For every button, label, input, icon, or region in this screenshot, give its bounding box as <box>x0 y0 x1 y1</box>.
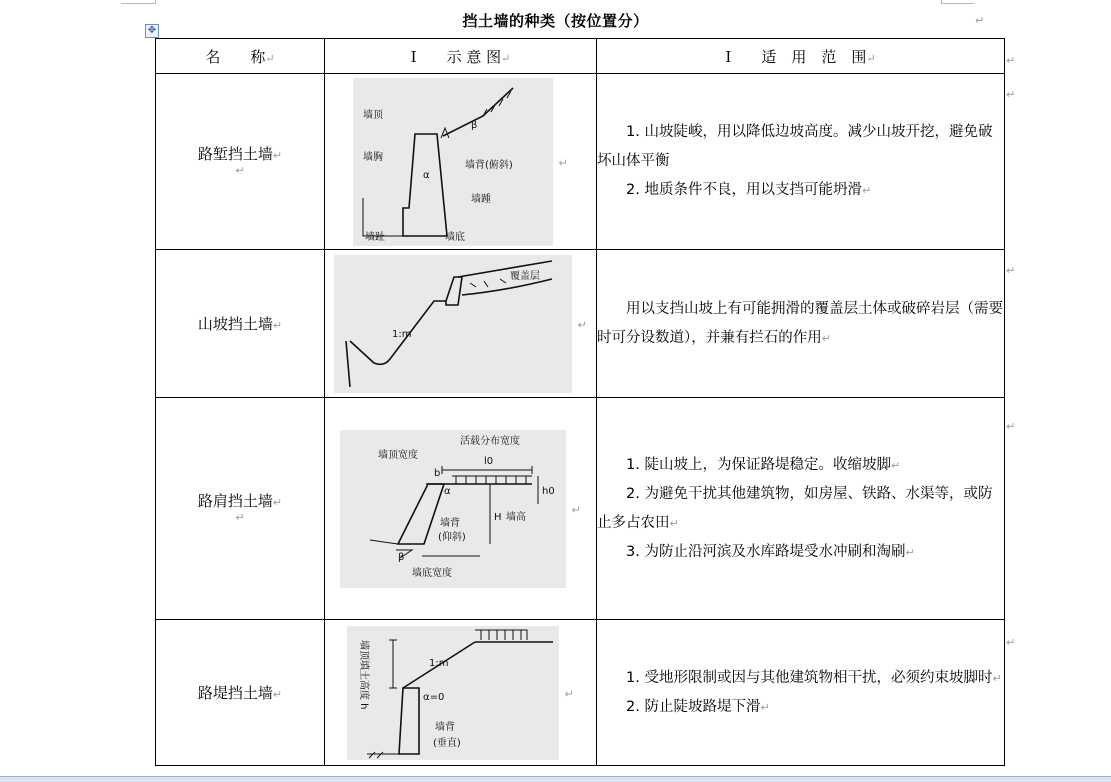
label-beta: β <box>471 119 478 131</box>
label-wall-back: 墙背 <box>440 517 461 529</box>
row-end-mark: ↵ <box>1006 264 1016 277</box>
table-row <box>156 74 1005 250</box>
label-alpha: α <box>444 485 451 497</box>
label-wall-back: 墙背 <box>435 721 456 733</box>
scope-item: 1. 受地形限制或因与其他建筑物相干扰，必须约束坡脚时 <box>626 669 993 686</box>
label-fill-height: 墙顶填土高度 h <box>358 639 370 710</box>
scope-item: 2. 为避免干扰其他建筑物，如房屋、铁路、水渠等，或防止多占农田 <box>597 485 993 531</box>
scope-cell[interactable]: 用以支挡山坡上有可能拥滑的覆盖层土体或破碎岩层（需要时可分设数道），并兼有拦石的作用↵ <box>597 250 1005 398</box>
row-name-cell[interactable]: 山坡挡土墙↵ <box>156 250 325 398</box>
diagram-cell[interactable]: 墙顶 墙胸 墙背(俯斜) 墙踵 墙趾 墙底 β α ↵ <box>325 74 597 250</box>
scope-item: 1. 山坡陡峻，用以降低边坡高度。减少山坡开挖，避免破坏山体平衡 <box>597 124 993 169</box>
row-end-mark: ↵ <box>1006 54 1016 67</box>
label-H: H <box>494 511 502 523</box>
paragraph-mark: ↵ <box>975 14 985 27</box>
scope-cell[interactable]: 1. 陡山坡上，为保证路堤稳定。收缩坡脚↵ 2. 为避免干扰其他建筑物，如房屋、铁路、水渠等，或防止多占农田↵ 3. 为防止沿河滨及水库路堤受水冲刷和淘刷↵ <box>597 398 1005 620</box>
scope-item: 2. 地质条件不良，用以支挡可能坍滑 <box>626 182 862 198</box>
label-alpha: α <box>423 169 430 181</box>
header-name[interactable]: 名 称↵ <box>156 39 325 74</box>
hillside-wall-diagram <box>334 255 572 393</box>
label-vertical: (垂直) <box>433 737 462 749</box>
label-slope-ratio: 1:m <box>429 657 449 669</box>
table-title: 挡土墙的种类（按位置分） <box>462 12 649 30</box>
row-name: 路堤挡土墙 <box>197 684 273 702</box>
table-row <box>156 250 1005 398</box>
scope-item: 1. 陡山坡上，为保证路堤稳定。收缩坡脚 <box>626 456 891 473</box>
label-b: b <box>434 467 441 479</box>
row-end-mark: ↵ <box>1006 420 1016 433</box>
diagram-cell[interactable]: 活载分布宽度 墙顶宽度 b l0 h0 H 墙高 墙背 (仰斜) 墙底宽度 β α ↵ <box>325 398 597 620</box>
label-wall-heel: 墙踵 <box>471 193 492 205</box>
label-l0: l0 <box>484 455 494 467</box>
label-wall-height: 墙高 <box>506 511 527 523</box>
label-h0: h0 <box>542 485 556 497</box>
label-base-width: 墙底宽度 <box>412 567 453 579</box>
row-end-mark: ↵ <box>1006 636 1016 649</box>
label-inclined: (仰斜) <box>438 531 467 543</box>
label-top-width: 墙顶宽度 <box>378 449 419 461</box>
scope-cell[interactable]: 1. 受地形限制或因与其他建筑物相干扰，必须约束坡脚时↵ 2. 防止陡坡路堤下滑↵ <box>597 620 1005 766</box>
label-wall-back: 墙背(俯斜) <box>465 159 514 171</box>
label-cover-layer: 覆盖层 <box>510 270 541 282</box>
table-row <box>156 398 1005 620</box>
label-live-load-width: 活载分布宽度 <box>460 435 521 447</box>
row-name-cell[interactable]: 路堤挡土墙↵ <box>156 620 325 766</box>
label-wall-top: 墙顶 <box>363 109 384 121</box>
table-move-handle-icon[interactable]: ✥ <box>145 24 159 38</box>
scope-cell[interactable]: 1. 山坡陡峻，用以降低边坡高度。减少山坡开挖，避免破坏山体平衡 2. 地质条件不良，用以支挡可能坍滑↵ <box>597 74 1005 250</box>
label-alpha-zero: α=0 <box>423 691 445 703</box>
row-name-cell[interactable]: 路肩挡土墙↵ ↵ <box>156 398 325 620</box>
retaining-wall-table <box>155 38 1005 766</box>
row-name: 山坡挡土墙 <box>197 315 273 333</box>
scope-item: 2. 防止陡坡路堤下滑 <box>626 698 761 715</box>
page-corner-mark <box>121 0 156 4</box>
scope-item: 用以支挡山坡上有可能拥滑的覆盖层土体或破碎岩层（需要时可分设数道），并兼有拦石的作用 <box>597 300 1003 346</box>
cutting-wall-diagram <box>353 78 553 246</box>
row-end-mark: ↵ <box>1006 88 1016 101</box>
header-scope[interactable]: I 适 用 范 围↵ <box>597 39 1005 74</box>
header-diagram[interactable]: I 示 意 图↵ <box>325 39 597 74</box>
diagram-cell[interactable]: 覆盖层 1:m ↵ <box>325 250 597 398</box>
row-name: 路堑挡土墙 <box>197 145 273 163</box>
label-wall-toe: 墙趾 <box>365 231 386 243</box>
window-bottom-edge <box>0 776 1111 782</box>
embankment-wall-diagram <box>347 626 559 760</box>
label-slope-ratio: 1:m <box>392 328 412 340</box>
scope-item: 3. 为防止沿河滨及水库路堤受水冲刷和淘刷 <box>626 543 906 560</box>
label-wall-base: 墙底 <box>445 231 466 243</box>
table-header-row <box>156 39 1005 74</box>
table-row <box>156 620 1005 766</box>
label-wall-face: 墙胸 <box>363 151 384 163</box>
row-name-cell[interactable]: 路堑挡土墙↵ ↵ <box>156 74 325 250</box>
row-name: 路肩挡土墙 <box>197 492 273 510</box>
shoulder-wall-diagram <box>340 430 566 588</box>
diagram-cell[interactable]: 墙顶填土高度 h 1:m α=0 墙背 (垂直) ↵ <box>325 620 597 766</box>
label-beta: β <box>398 551 405 563</box>
page-corner-mark <box>941 0 974 4</box>
